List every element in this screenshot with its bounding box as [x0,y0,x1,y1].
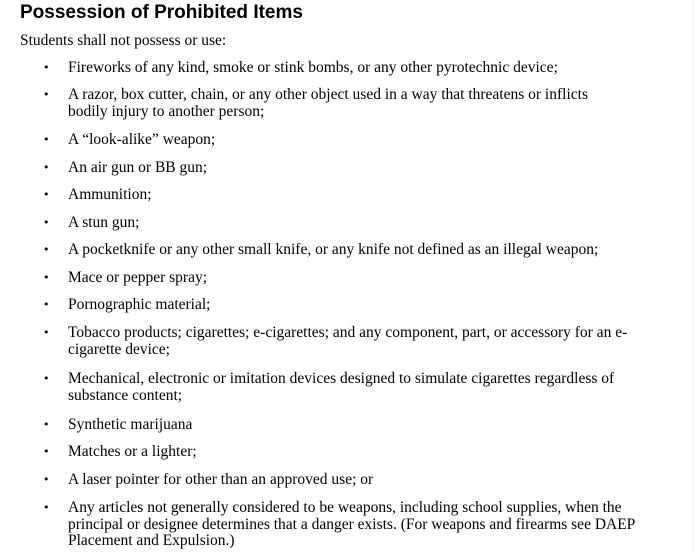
bullet-icon: • [43,473,50,486]
bullet-icon: • [43,418,50,431]
list-item-text: Fireworks of any kind, smoke or stink bombs, or any other pyrotechnic device; [68,59,558,76]
list-item-text: Mace or pepper spray; [68,269,208,286]
list-item-text: Pornographic material; [68,296,211,313]
list-item-text: A razor, box cutter, chain, or any other object used in a way that threatens or inflicts bodily injury to another person; [68,86,588,120]
list-item-text: Synthetic marijuana [68,416,193,433]
bullet-icon: • [43,88,50,101]
bullet-icon: • [43,298,50,311]
bullet-icon: • [43,61,50,74]
bullet-icon: • [43,243,50,256]
bullet-icon: • [43,445,50,458]
section-heading: Possession of Prohibited Items [20,2,303,23]
bullet-icon: • [43,188,50,201]
bullet-icon: • [43,133,50,146]
list-item-text: An air gun or BB gun; [68,159,208,176]
list-item-text: Any articles not generally considered to be weapons, including school supplies, when the principal or designee determines that a danger exists. (For weapons and firearms see DAEP Placement and Expulsion.) [68,499,635,549]
bullet-icon: • [43,216,50,229]
page-edge-shadow [689,0,695,552]
list-item-text: Ammunition; [68,186,152,203]
list-item-text: Mechanical, electronic or imitation devices designed to simulate cigarettes regardless of substance content; [68,370,615,404]
list-item-text: A laser pointer for other than an approved use; or [68,471,374,488]
bullet-icon: • [43,271,50,284]
bullet-icon: • [43,161,50,174]
bullet-icon: • [43,372,50,385]
list-item-text: A stun gun; [68,214,140,231]
intro-text: Students shall not possess or use: [20,32,227,49]
list-item-text: A pocketknife or any other small knife, or any knife not defined as an illegal weapon; [68,241,599,258]
list-item-text: A “look-alike” weapon; [68,131,216,148]
bullet-icon: • [43,326,50,339]
list-item-text: Matches or a lighter; [68,443,197,460]
list-item-text: Tobacco products; cigarettes; e-cigarettes; and any component, part, or accessory for an e-cigarette device; [68,324,628,358]
bullet-icon: • [43,501,50,514]
